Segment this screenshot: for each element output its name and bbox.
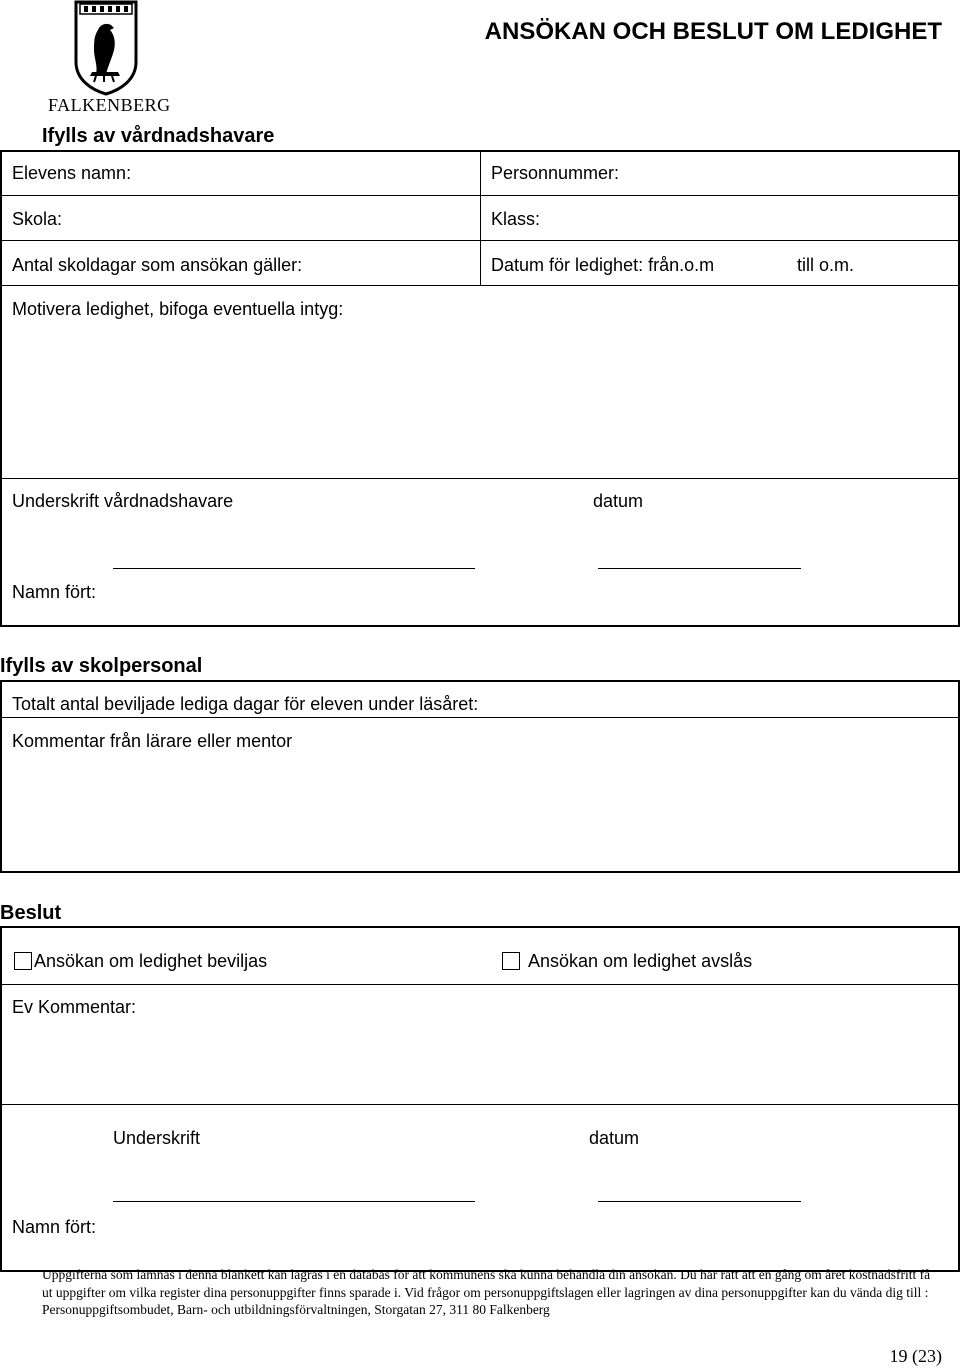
decision-printed-name-label: Namn fört: — [12, 1217, 97, 1237]
student-name-field[interactable]: Elevens namn: — [12, 163, 132, 183]
decision-date-line[interactable] — [598, 1201, 801, 1202]
decision-form-box — [0, 926, 960, 1272]
approve-checkbox[interactable] — [14, 952, 32, 970]
staff-section-heading: Ifylls av skolpersonal — [0, 655, 203, 677]
reject-checkbox[interactable] — [502, 952, 520, 970]
school-days-field[interactable]: Antal skoldagar som ansökan gäller: — [12, 255, 303, 275]
divider — [0, 1104, 960, 1105]
falcon-coat-of-arms-icon — [48, 0, 168, 96]
motivation-field[interactable]: Motivera ledighet, bifoga eventuella intyg: — [12, 299, 344, 319]
decision-signature-line[interactable] — [113, 1201, 475, 1202]
divider — [480, 150, 481, 285]
teacher-comment-field[interactable]: Kommentar från lärare eller mentor — [12, 731, 293, 751]
decision-signature-label: Underskrift — [113, 1128, 201, 1148]
approve-label: Ansökan om ledighet beviljas — [34, 951, 268, 971]
decision-section-heading: Beslut — [0, 902, 62, 924]
divider — [0, 285, 960, 286]
guardian-signature-line[interactable] — [113, 568, 475, 569]
guardian-date-line[interactable] — [598, 568, 801, 569]
leave-dates-from-field[interactable]: Datum för ledighet: från.o.m — [491, 255, 715, 275]
document-title: ANSÖKAN OCH BESLUT OM LEDIGHET — [484, 18, 942, 45]
divider — [0, 478, 960, 479]
privacy-notice: Uppgifterna som lämnas i denna blankett kan lagras i en databas för att kommunens ska kunna behandla din ansökan. Du har rätt att en gång om året kostnadsfritt få ut uppgifter om vilka register dina personuppgifter finns sparade i. Vid frågor om personuppgiftslagen eller lagringen av dina personuppgifter kan du vända dig till : Personuppgiftsombudet, Barn- och utbildningsförvaltningen, Storgatan 27, 311 80 Falkenberg — [42, 1267, 931, 1317]
personal-number-field[interactable]: Personnummer: — [491, 163, 620, 183]
school-field[interactable]: Skola: — [12, 209, 63, 229]
decision-comment-field[interactable]: Ev Kommentar: — [12, 997, 137, 1017]
divider — [0, 717, 960, 718]
decision-date-label: datum — [589, 1128, 640, 1148]
reject-label: Ansökan om ledighet avslås — [528, 951, 753, 971]
logo-text: FALKENBERG — [48, 95, 171, 115]
class-field[interactable]: Klass: — [491, 209, 541, 229]
total-days-field[interactable]: Totalt antal beviljade lediga dagar för eleven under läsåret: — [12, 694, 479, 714]
guardian-signature-label: Underskrift vårdnadshavare — [12, 491, 234, 511]
guardian-date-label: datum — [593, 491, 644, 511]
divider — [0, 984, 960, 985]
leave-dates-to-field[interactable]: till o.m. — [797, 255, 855, 275]
guardian-section-heading: Ifylls av vårdnadshavare — [42, 125, 275, 147]
page-number: 19 (23) — [889, 1346, 942, 1366]
guardian-printed-name-label: Namn fört: — [12, 582, 97, 602]
